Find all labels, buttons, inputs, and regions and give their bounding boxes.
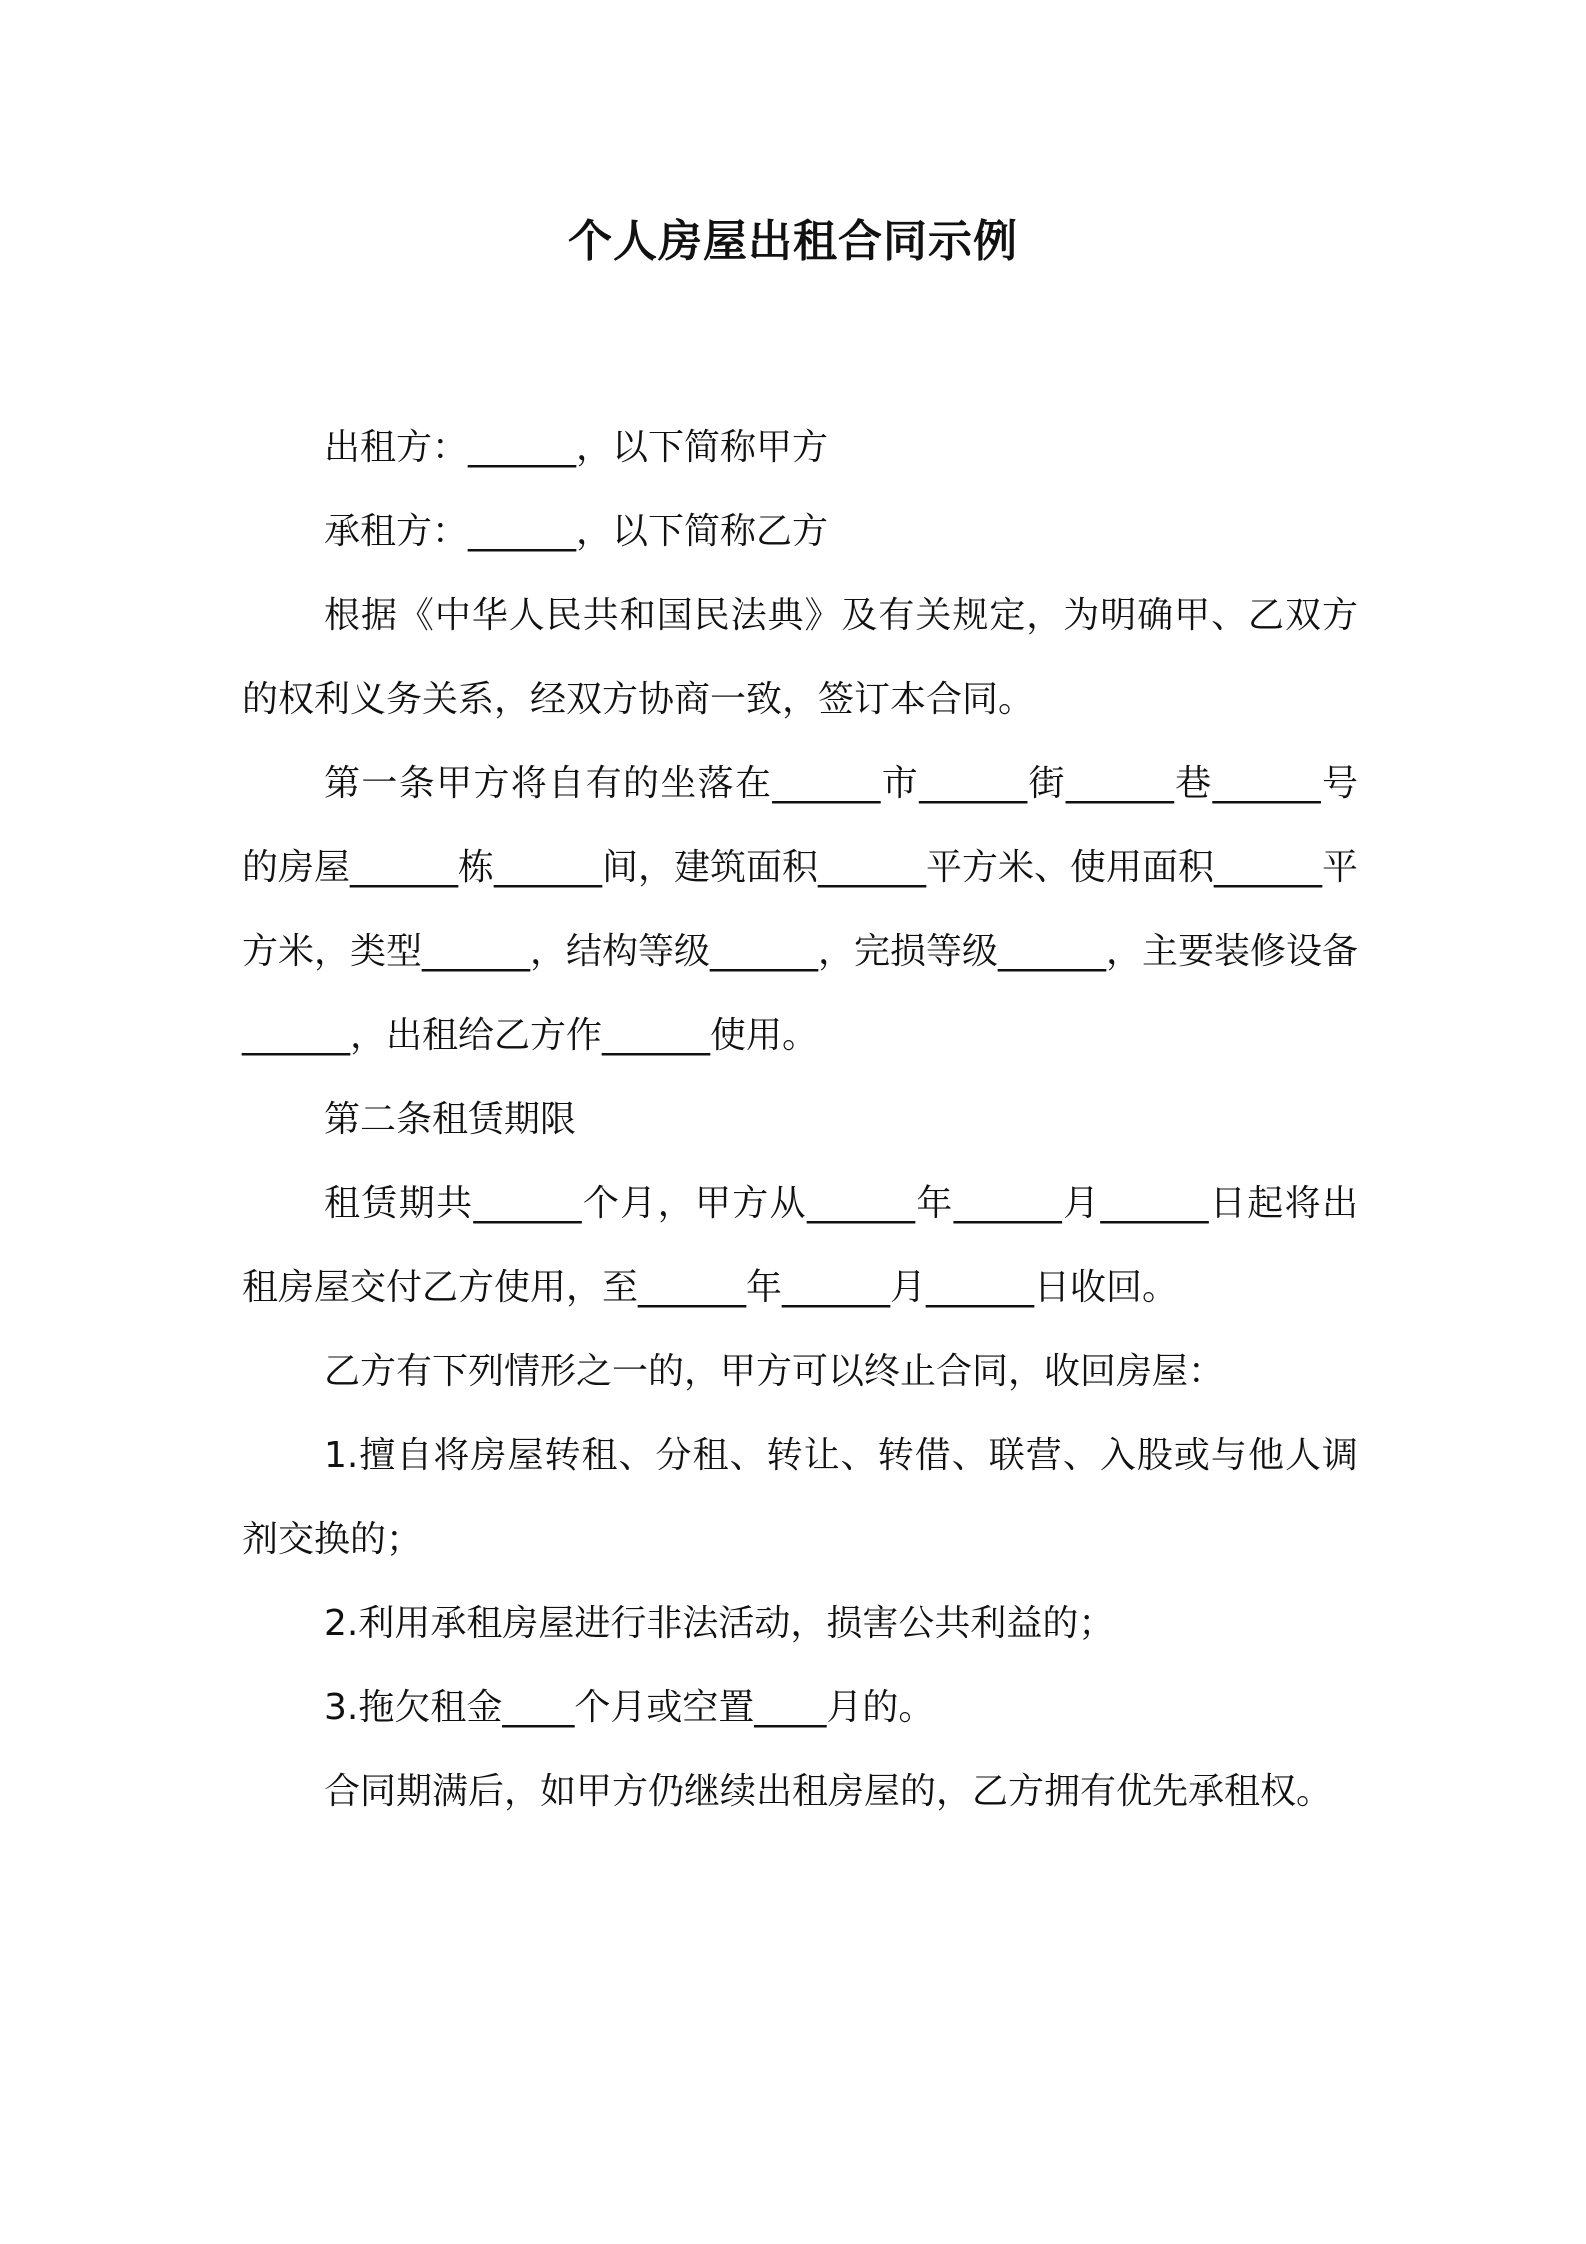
paragraph-condition-one: 1.擅自将房屋转租、分租、转让、转借、联营、入股或与他人调剂交换的；	[242, 1435, 1358, 1560]
paragraph-article-two-heading: 第二条租赁期限	[324, 1099, 577, 1140]
document-body	[242, 406, 1358, 1834]
paragraph-condition-two: 2.利用承租房屋进行非法活动，损害公共利益的；	[324, 1603, 1115, 1644]
paragraph-lease-term: 租赁期共______个月，甲方从______年______月______日起将出租房屋交付乙方使用，至______年______月______日收回。	[242, 1183, 1358, 1308]
paragraph-termination-conditions: 乙方有下列情形之一的，甲方可以终止合同，收回房屋：	[324, 1351, 1225, 1392]
paragraph-legal-basis: 根据《中华人民共和国民法典》及有关规定，为明确甲、乙双方的权利义务关系，经双方协商一致，签订本合同。	[242, 595, 1358, 720]
document-title: 个人房屋出租合同示例	[568, 216, 1018, 267]
paragraph-renewal-priority: 合同期满后，如甲方仍继续出租房屋的，乙方拥有优先承租权。	[324, 1771, 1333, 1812]
paragraph-lessee: 承租方：______，以下简称乙方	[324, 511, 829, 552]
paragraph-lessor: 出租方：______，以下简称甲方	[324, 427, 829, 468]
paragraph-condition-three: 3.拖欠租金____个月或空置____月的。	[324, 1687, 935, 1728]
paragraph-article-one: 第一条甲方将自有的坐落在______市______街______巷______号的房屋______栋______间，建筑面积______平方米、使用面积______平方米，类型______，结构等级______，完损等级______，主要装修设备______，出租给乙方作______使用。	[242, 763, 1359, 1056]
